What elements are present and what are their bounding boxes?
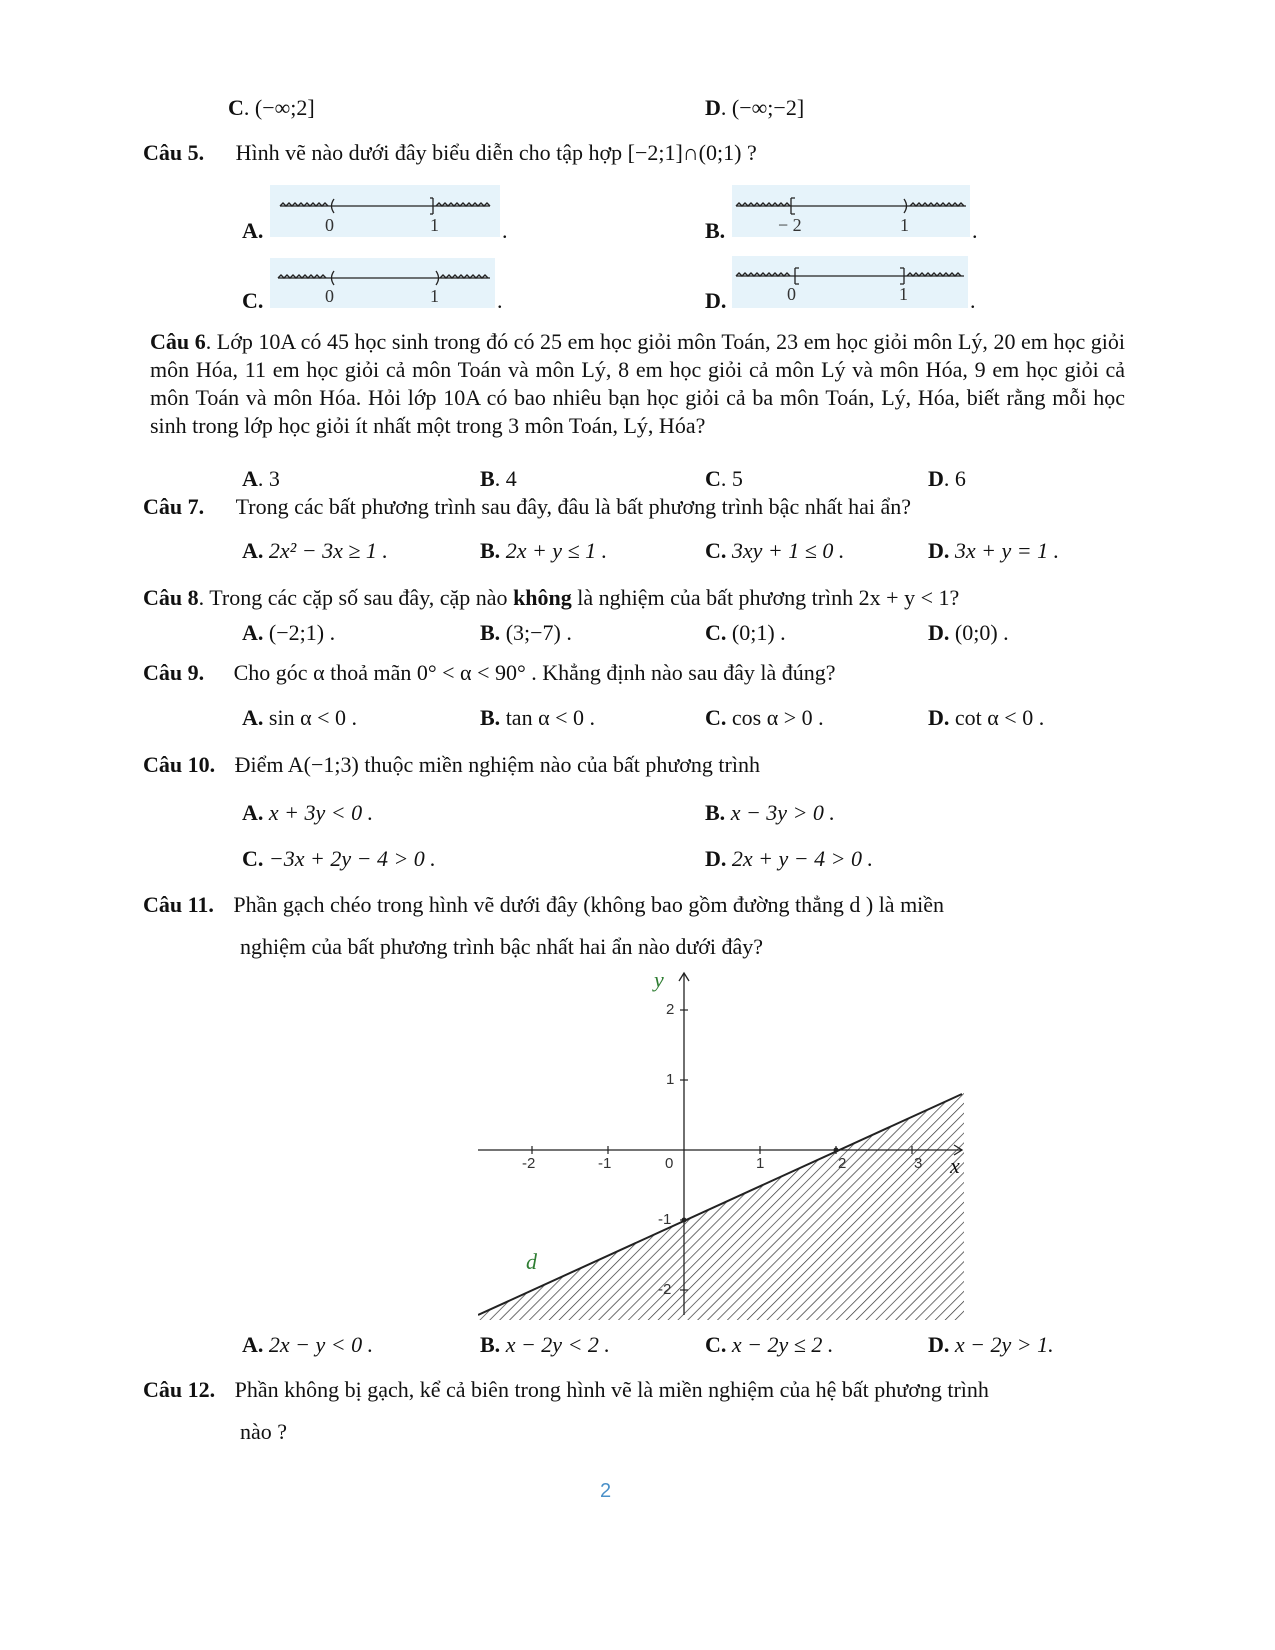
option-text: . 5 bbox=[720, 466, 743, 491]
q6-option-b bbox=[480, 466, 517, 492]
graph-svg bbox=[478, 965, 978, 1320]
page-number: 2 bbox=[600, 1480, 612, 1502]
q11-question-line2: nghiệm của bất phương trình bậc nhất hai ẩn nào dưới đây? bbox=[240, 934, 764, 959]
option-text: . 3 bbox=[257, 466, 280, 491]
option-text: (−2;1) . bbox=[268, 620, 336, 645]
option-text: x − 2y < 2 . bbox=[505, 1332, 610, 1357]
question-text: . Trong các cặp số sau đây, cặp nào bbox=[198, 585, 514, 610]
q8-option-a bbox=[242, 620, 335, 646]
option-label: B. bbox=[480, 705, 501, 730]
option-label: A. bbox=[242, 705, 264, 730]
option-label: B bbox=[480, 466, 495, 491]
option-text: (0;0) . bbox=[954, 620, 1009, 645]
y-tick-label: -1 bbox=[658, 1211, 672, 1228]
q4-option-c bbox=[228, 95, 315, 121]
q8-question bbox=[143, 585, 959, 611]
y-axis-label: y bbox=[654, 967, 664, 992]
tick-label: 1 bbox=[899, 284, 908, 304]
dot: . bbox=[972, 218, 978, 243]
option-label: A. bbox=[242, 620, 264, 645]
option-text: x − 3y > 0 . bbox=[730, 800, 835, 825]
x-tick-label: 2 bbox=[838, 1155, 847, 1172]
option-text: 2x − y < 0 . bbox=[268, 1332, 374, 1357]
q10-question bbox=[143, 752, 760, 778]
option-label: A. bbox=[242, 538, 264, 563]
question-text: Hình vẽ nào dưới đây biểu diễn cho tập hợp [−2;1]∩(0;1) ? bbox=[235, 140, 757, 165]
q9-option-a bbox=[242, 705, 357, 731]
option-text: cot α < 0 . bbox=[954, 705, 1045, 730]
option-label: C. bbox=[705, 1332, 727, 1357]
option-label: D. bbox=[928, 620, 950, 645]
option-label: D. bbox=[705, 846, 727, 871]
question-emphasis: không bbox=[513, 585, 572, 610]
option-text: . 6 bbox=[943, 466, 966, 491]
question-text: Phần gạch chéo trong hình vẽ dưới đây (không bao gồm đường thẳng d ) là miền bbox=[233, 892, 945, 917]
option-label: D. bbox=[928, 1332, 950, 1357]
question-text: Điểm A(−1;3) thuộc miền nghiệm nào của bất phương trình bbox=[234, 752, 760, 777]
q6-option-d bbox=[928, 466, 966, 492]
option-text: (3;−7) . bbox=[505, 620, 572, 645]
tick-label: 1 bbox=[430, 286, 439, 306]
q9-option-c bbox=[705, 705, 824, 731]
q5-option-d-label: D. bbox=[705, 288, 727, 313]
option-label: C. bbox=[705, 705, 727, 730]
number-line-b bbox=[732, 185, 970, 237]
y-tick-label: 2 bbox=[666, 1001, 675, 1018]
question-text: Phần không bị gạch, kể cả biên trong hình vẽ là miền nghiệm của hệ bất phương trình bbox=[234, 1377, 989, 1402]
q9-option-b bbox=[480, 705, 595, 731]
q8-option-c bbox=[705, 620, 786, 646]
option-text: . (−∞;−2] bbox=[720, 95, 805, 120]
option-text: x − 2y > 1. bbox=[954, 1332, 1054, 1357]
option-text: x − 2y ≤ 2 . bbox=[731, 1332, 834, 1357]
dot: . bbox=[497, 288, 503, 313]
option-text: −3x + 2y − 4 > 0 . bbox=[268, 846, 436, 871]
q10-option-a bbox=[242, 800, 373, 826]
tick-label: 0 bbox=[787, 284, 796, 304]
option-label: D bbox=[928, 466, 944, 491]
q8-option-b bbox=[480, 620, 572, 646]
q11-option-b bbox=[480, 1332, 610, 1358]
option-label: C bbox=[705, 466, 721, 491]
option-label: B. bbox=[480, 538, 501, 563]
question-number: Câu 8 bbox=[143, 585, 199, 610]
x-tick-label: -2 bbox=[522, 1155, 536, 1172]
question-number: Câu 5. bbox=[143, 140, 205, 165]
q11-question bbox=[143, 892, 944, 918]
q6-option-c bbox=[705, 466, 743, 492]
tick-label: 1 bbox=[900, 215, 909, 235]
option-label: B. bbox=[480, 620, 501, 645]
q10-option-c bbox=[242, 846, 436, 872]
option-text: 3xy + 1 ≤ 0 . bbox=[731, 538, 845, 563]
question-number: Câu 10. bbox=[143, 752, 216, 777]
option-text: x + 3y < 0 . bbox=[268, 800, 374, 825]
option-label: D bbox=[705, 95, 721, 120]
option-label: B. bbox=[705, 800, 726, 825]
x-axis-label: x bbox=[950, 1153, 960, 1178]
q5-option-c-label: C. bbox=[242, 288, 264, 313]
question-number: Câu 9. bbox=[143, 660, 205, 685]
option-text: tan α < 0 . bbox=[505, 705, 595, 730]
option-label: A. bbox=[242, 1332, 264, 1357]
option-label: D. bbox=[928, 538, 950, 563]
q5-question bbox=[143, 140, 757, 166]
tick-label: − 2 bbox=[778, 215, 802, 235]
q11-option-c bbox=[705, 1332, 833, 1358]
option-text: 3x + y = 1 . bbox=[954, 538, 1060, 563]
number-line-d bbox=[732, 256, 968, 308]
y-tick-label: 1 bbox=[666, 1071, 675, 1088]
q11-graph bbox=[478, 965, 978, 1320]
x-tick-label: 3 bbox=[914, 1155, 923, 1172]
question-text: . Lớp 10A có 45 học sinh trong đó có 25 em học giỏi môn Toán, 23 em học giỏi môn Lý, 20 em học giỏi môn Hóa, 11 em học giỏi cả môn Toán và môn Lý, 8 em học giỏi cả môn Lý và môn Hóa, 9 em học giỏi cả môn Toán và môn Hóa. Hỏi lớp 10A có bao nhiêu bạn học giỏi cả ba môn Toán, Lý, Hóa, biết rằng mỗi học sinh trong lớp học giỏi ít nhất một trong 3 môn Toán, Lý, Hóa? bbox=[150, 329, 1126, 438]
tick-label: 0 bbox=[325, 286, 334, 306]
y-tick-label: -2 bbox=[658, 1281, 672, 1298]
q4-option-d bbox=[705, 95, 804, 121]
option-label: C. bbox=[705, 620, 727, 645]
number-line-c bbox=[270, 258, 495, 308]
option-text: 2x² − 3x ≥ 1 . bbox=[268, 538, 388, 563]
q11-option-a bbox=[242, 1332, 373, 1358]
option-label: C. bbox=[242, 846, 264, 871]
question-number: Câu 11. bbox=[143, 892, 214, 917]
option-text: (0;1) . bbox=[731, 620, 786, 645]
q10-option-b bbox=[705, 800, 835, 826]
question-text: Cho góc α thoả mãn 0° < α < 90° . Khẳng định nào sau đây là đúng? bbox=[233, 660, 836, 685]
option-label: C. bbox=[705, 538, 727, 563]
q8-option-d bbox=[928, 620, 1009, 646]
question-number: Câu 6 bbox=[150, 329, 206, 354]
option-text: 2x + y ≤ 1 . bbox=[505, 538, 608, 563]
number-line-a bbox=[270, 185, 500, 237]
q7-option-d bbox=[928, 538, 1059, 564]
q12-question-line2: nào ? bbox=[240, 1419, 288, 1444]
q6-question bbox=[150, 328, 1125, 440]
q12-question bbox=[143, 1377, 989, 1403]
question-text: là nghiệm của bất phương trình 2x + y < 1? bbox=[571, 585, 960, 610]
x-tick-label: -1 bbox=[598, 1155, 612, 1172]
line-label: d bbox=[526, 1249, 537, 1274]
option-text: sin α < 0 . bbox=[268, 705, 357, 730]
question-number: Câu 7. bbox=[143, 494, 205, 519]
option-label: A bbox=[242, 466, 258, 491]
q9-question bbox=[143, 660, 836, 686]
q9-option-d bbox=[928, 705, 1044, 731]
q5-option-a-label: A. bbox=[242, 218, 264, 243]
intercept-point bbox=[834, 1148, 839, 1153]
x-tick-label: 0 bbox=[665, 1155, 674, 1172]
option-label: C bbox=[228, 95, 244, 120]
option-label: D. bbox=[928, 705, 950, 730]
q7-option-c bbox=[705, 538, 844, 564]
option-text: . (−∞;2] bbox=[243, 95, 315, 120]
dot: . bbox=[502, 218, 508, 243]
q7-option-b bbox=[480, 538, 607, 564]
x-tick-label: 1 bbox=[756, 1155, 765, 1172]
intercept-point bbox=[682, 1218, 687, 1223]
q7-option-a bbox=[242, 538, 388, 564]
q6-option-a bbox=[242, 466, 280, 492]
option-label: A. bbox=[242, 800, 264, 825]
q7-question bbox=[143, 494, 911, 520]
q5-option-b-label: B. bbox=[705, 218, 726, 243]
q11-option-d bbox=[928, 1332, 1054, 1358]
question-number: Câu 12. bbox=[143, 1377, 216, 1402]
option-text: 2x + y − 4 > 0 . bbox=[731, 846, 873, 871]
question-text: Trong các bất phương trình sau đây, đâu là bất phương trình bậc nhất hai ẩn? bbox=[235, 494, 911, 519]
dot: . bbox=[970, 288, 976, 313]
tick-label: 0 bbox=[325, 215, 334, 235]
option-label: B. bbox=[480, 1332, 501, 1357]
q10-option-d bbox=[705, 846, 873, 872]
option-text: cos α > 0 . bbox=[731, 705, 824, 730]
option-text: . 4 bbox=[494, 466, 517, 491]
tick-label: 1 bbox=[430, 215, 439, 235]
